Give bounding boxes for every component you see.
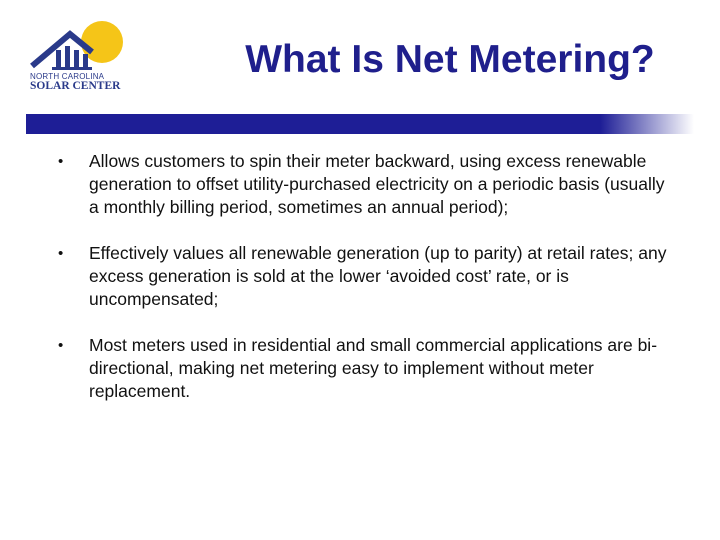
nc-solar-center-logo <box>26 20 130 92</box>
bullet-item <box>58 242 678 311</box>
slide-title: What Is Net Metering? <box>245 38 655 81</box>
sun-house-logo-icon <box>26 20 130 92</box>
bullet-text: Allows customers to spin their meter backward, using excess renewable generation to offset utility-purchased electricity on a periodic basis (usually a monthly billing period, sometimes an annual period); <box>89 151 665 217</box>
title-divider <box>26 114 694 134</box>
bullet-dot-icon: • <box>58 153 64 170</box>
logo-line1: NORTH CAROLINA <box>30 72 105 81</box>
bullet-list <box>58 150 678 426</box>
bullet-item <box>58 334 678 403</box>
bullet-text: Effectively values all renewable generation (up to parity) at retail rates; any excess generation is sold at the lower ‘avoided cost’ rate, or is uncompensated; <box>89 243 667 309</box>
bullet-dot-icon: • <box>58 245 64 262</box>
bullet-text: Most meters used in residential and small commercial applications are bi-directional, making net metering easy to implement without meter replacement. <box>89 335 658 401</box>
bullet-dot-icon: • <box>58 337 64 354</box>
bullet-item <box>58 150 678 219</box>
logo-line2: SOLAR CENTER <box>30 80 121 92</box>
